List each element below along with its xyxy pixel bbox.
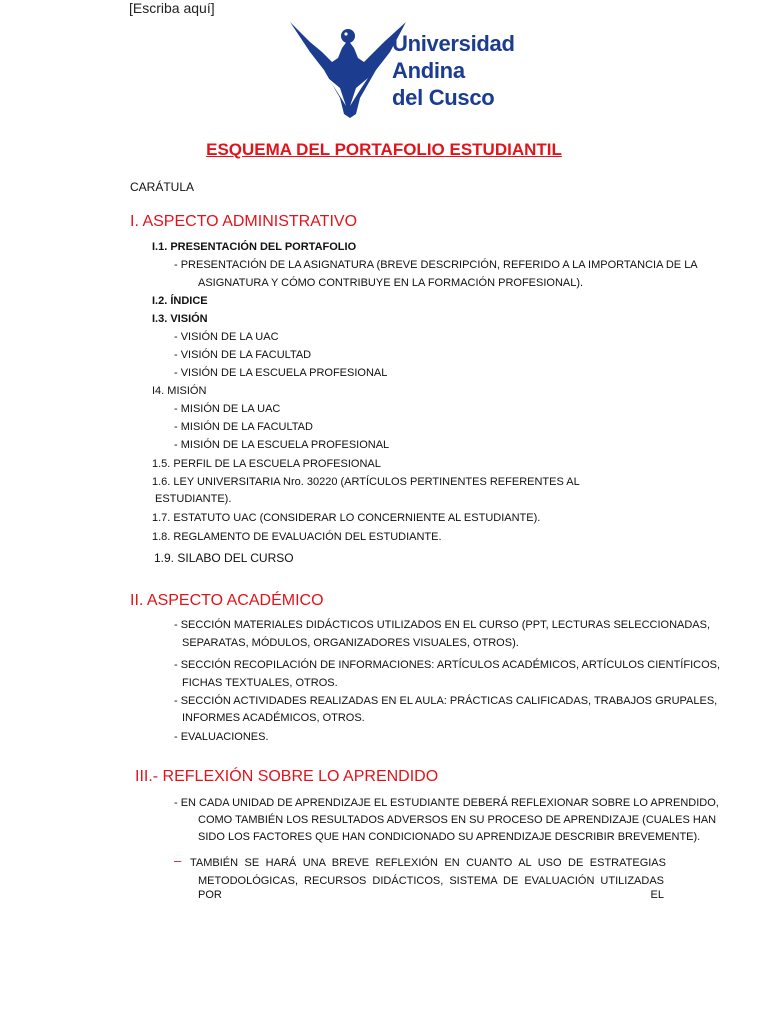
item-1-4-sub-1: - MISIÓN DE LA UAC <box>174 403 281 415</box>
item-1-3-sub-3: - VISIÓN DE LA ESCUELA PROFESIONAL <box>174 367 388 379</box>
item-1-3-sub-1: - VISIÓN DE LA UAC <box>174 331 279 343</box>
item-1-7: 1.7. ESTATUTO UAC (CONSIDERAR LO CONCERNIENTE AL ESTUDIANTE). <box>152 512 541 524</box>
logo-line-3: del Cusco <box>392 85 495 110</box>
item-2-1-line-b: SEPARATAS, MÓDULOS, ORGANIZADORES VISUALES, OTROS). <box>182 637 519 649</box>
item-1-2: I.2. ÍNDICE <box>152 295 208 307</box>
item-2-3-line-a: - SECCIÓN ACTIVIDADES REALIZADAS EN EL AULA: PRÁCTICAS CALIFICADAS, TRABAJOS GRUPALES, <box>174 695 718 707</box>
item-1-6-line-b: ESTUDIANTE). <box>155 493 232 505</box>
logo-line-1: Universidad <box>392 31 515 56</box>
item-2-1-line-a: - SECCIÓN MATERIALES DIDÁCTICOS UTILIZADOS EN EL CURSO (PPT, LECTURAS SELECCIONADAS, <box>174 619 711 631</box>
item-2-3-line-b: INFORMES ACADÉMICOS, OTROS. <box>182 712 365 724</box>
item-2-2-line-b: FICHAS TEXTUALES, OTROS. <box>182 677 338 689</box>
item-2-4: - EVALUACIONES. <box>174 731 269 743</box>
item-1-4-sub-3: - MISIÓN DE LA ESCUELA PROFESIONAL <box>174 439 390 451</box>
item-3-1-line-b: COMO TAMBIÉN LOS RESULTADOS ADVERSOS EN SU PROCESO DE APRENDIZAJE (CUALES HAN <box>198 814 717 826</box>
caratula-heading: CARÁTULA <box>130 180 195 194</box>
item-1-1-line-a: - PRESENTACIÓN DE LA ASIGNATURA (BREVE DESCRIPCIÓN, REFERIDO A LA IMPORTANCIA DE LA <box>174 259 698 271</box>
item-1-6-line-a: 1.6. LEY UNIVERSITARIA Nro. 30220 (ARTÍCULOS PERTINENTES REFERENTES AL <box>152 476 580 488</box>
section-2-title: II. ASPECTO ACADÉMICO <box>130 592 324 609</box>
section-3-title: III.- REFLEXIÓN SOBRE LO APRENDIDO <box>135 768 439 785</box>
item-1-4-sub-2: - MISIÓN DE LA FACULTAD <box>174 421 313 433</box>
item-1-5: 1.5. PERFIL DE LA ESCUELA PROFESIONAL <box>152 458 381 470</box>
item-1-4: I4. MISIÓN <box>152 385 207 397</box>
item-2-2-line-a: - SECCIÓN RECOPILACIÓN DE INFORMACIONES: ARTÍCULOS ACADÉMICOS, ARTÍCULOS CIENTÍFICOS, <box>174 659 721 671</box>
item-1-1-line-b: ASIGNATURA Y CÓMO CONTRIBUYE EN LA FORMACIÓN PROFESIONAL). <box>198 277 584 289</box>
section-1-title: I. ASPECTO ADMINISTRATIVO <box>130 213 358 230</box>
item-3-2-line-b: METODOLÓGICAS, RECURSOS DIDÁCTICOS, SISTEMA DE EVALUACIÓN UTILIZADAS POR EL <box>198 875 664 901</box>
item-3-2-line-a: TAMBIÉN SE HARÁ UNA BREVE REFLEXIÓN EN CUANTO AL USO DE ESTRATEGIAS <box>190 857 666 869</box>
condor-emblem-icon <box>290 22 406 118</box>
item-1-3: I.3. VISIÓN <box>152 313 208 325</box>
item-3-1-line-c: SIDO LOS FACTORES QUE HAN CONDICIONADO SU APRENDIZAJE DESCRIBIR BREVEMENTE). <box>198 831 701 843</box>
item-1-8: 1.8. REGLAMENTO DE EVALUACIÓN DEL ESTUDIANTE. <box>152 531 442 543</box>
item-1-1: I.1. PRESENTACIÓN DEL PORTAFOLIO <box>152 241 357 253</box>
header-placeholder: [Escriba aquí] <box>129 0 215 16</box>
item-3-1-line-a: - EN CADA UNIDAD DE APRENDIZAJE EL ESTUDIANTE DEBERÁ REFLEXIONAR SOBRE LO APRENDIDO, <box>174 797 719 809</box>
document-title: ESQUEMA DEL PORTAFOLIO ESTUDIANTIL <box>206 140 562 159</box>
logo-wordmark <box>392 30 515 111</box>
logo-line-2: Andina <box>392 58 465 83</box>
item-1-9: 1.9. SILABO DEL CURSO <box>154 551 294 565</box>
item-3-2-dash: – <box>174 853 182 868</box>
item-1-3-sub-2: - VISIÓN DE LA FACULTAD <box>174 349 312 361</box>
